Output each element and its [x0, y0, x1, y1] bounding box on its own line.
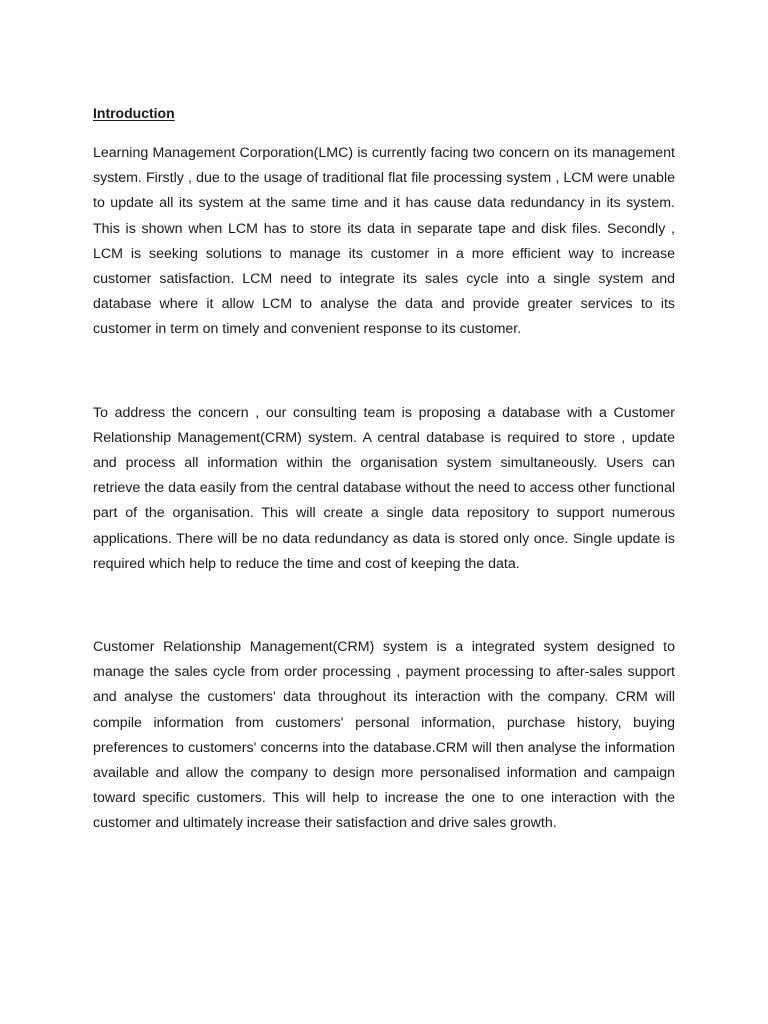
- paragraph-3: Customer Relationship Management(CRM) system is a integrated system designed to manage the sales cycle from order processing , payment processing to after-sales support and analyse the customers' data throughout its interaction with the company. CRM will compile information from customers' personal information, purchase history, buying preferences to customers' concerns into the database.CRM will then analyse the information available and allow the company to design more personalised information and campaign toward specific customers. This will help to increase the one to one interaction with the customer and ultimately increase their satisfaction and drive sales growth.: [93, 639, 675, 832]
- section-heading: Introduction: [93, 105, 175, 121]
- document-body: [93, 103, 675, 837]
- paragraph-2: To address the concern , our consulting team is proposing a database with a Customer Relationship Management(CRM) system. A central database is required to store , update and process all information within the organisation system simultaneously. Users can retrieve the data easily from the central database without the need to access other functional part of the organisation. This will create a single data repository to support numerous applications. There will be no data redundancy as data is stored only once. Single update is required which help to reduce the time and cost of keeping the data.: [93, 404, 675, 572]
- paragraph-1: Learning Management Corporation(LMC) is currently facing two concern on its management system. Firstly , due to the usage of traditional flat file processing system , LCM were unable to update all its system at the same time and it has cause data redundancy in its system. This is shown when LCM has to store its data in separate tape and disk files. Secondly , LCM is seeking solutions to manage its customer in a more efficient way to increase customer satisfaction. LCM need to integrate its sales cycle into a single system and database where it allow LCM to analyse the data and provide greater services to its customer in term on timely and convenient response to its customer.: [93, 145, 675, 338]
